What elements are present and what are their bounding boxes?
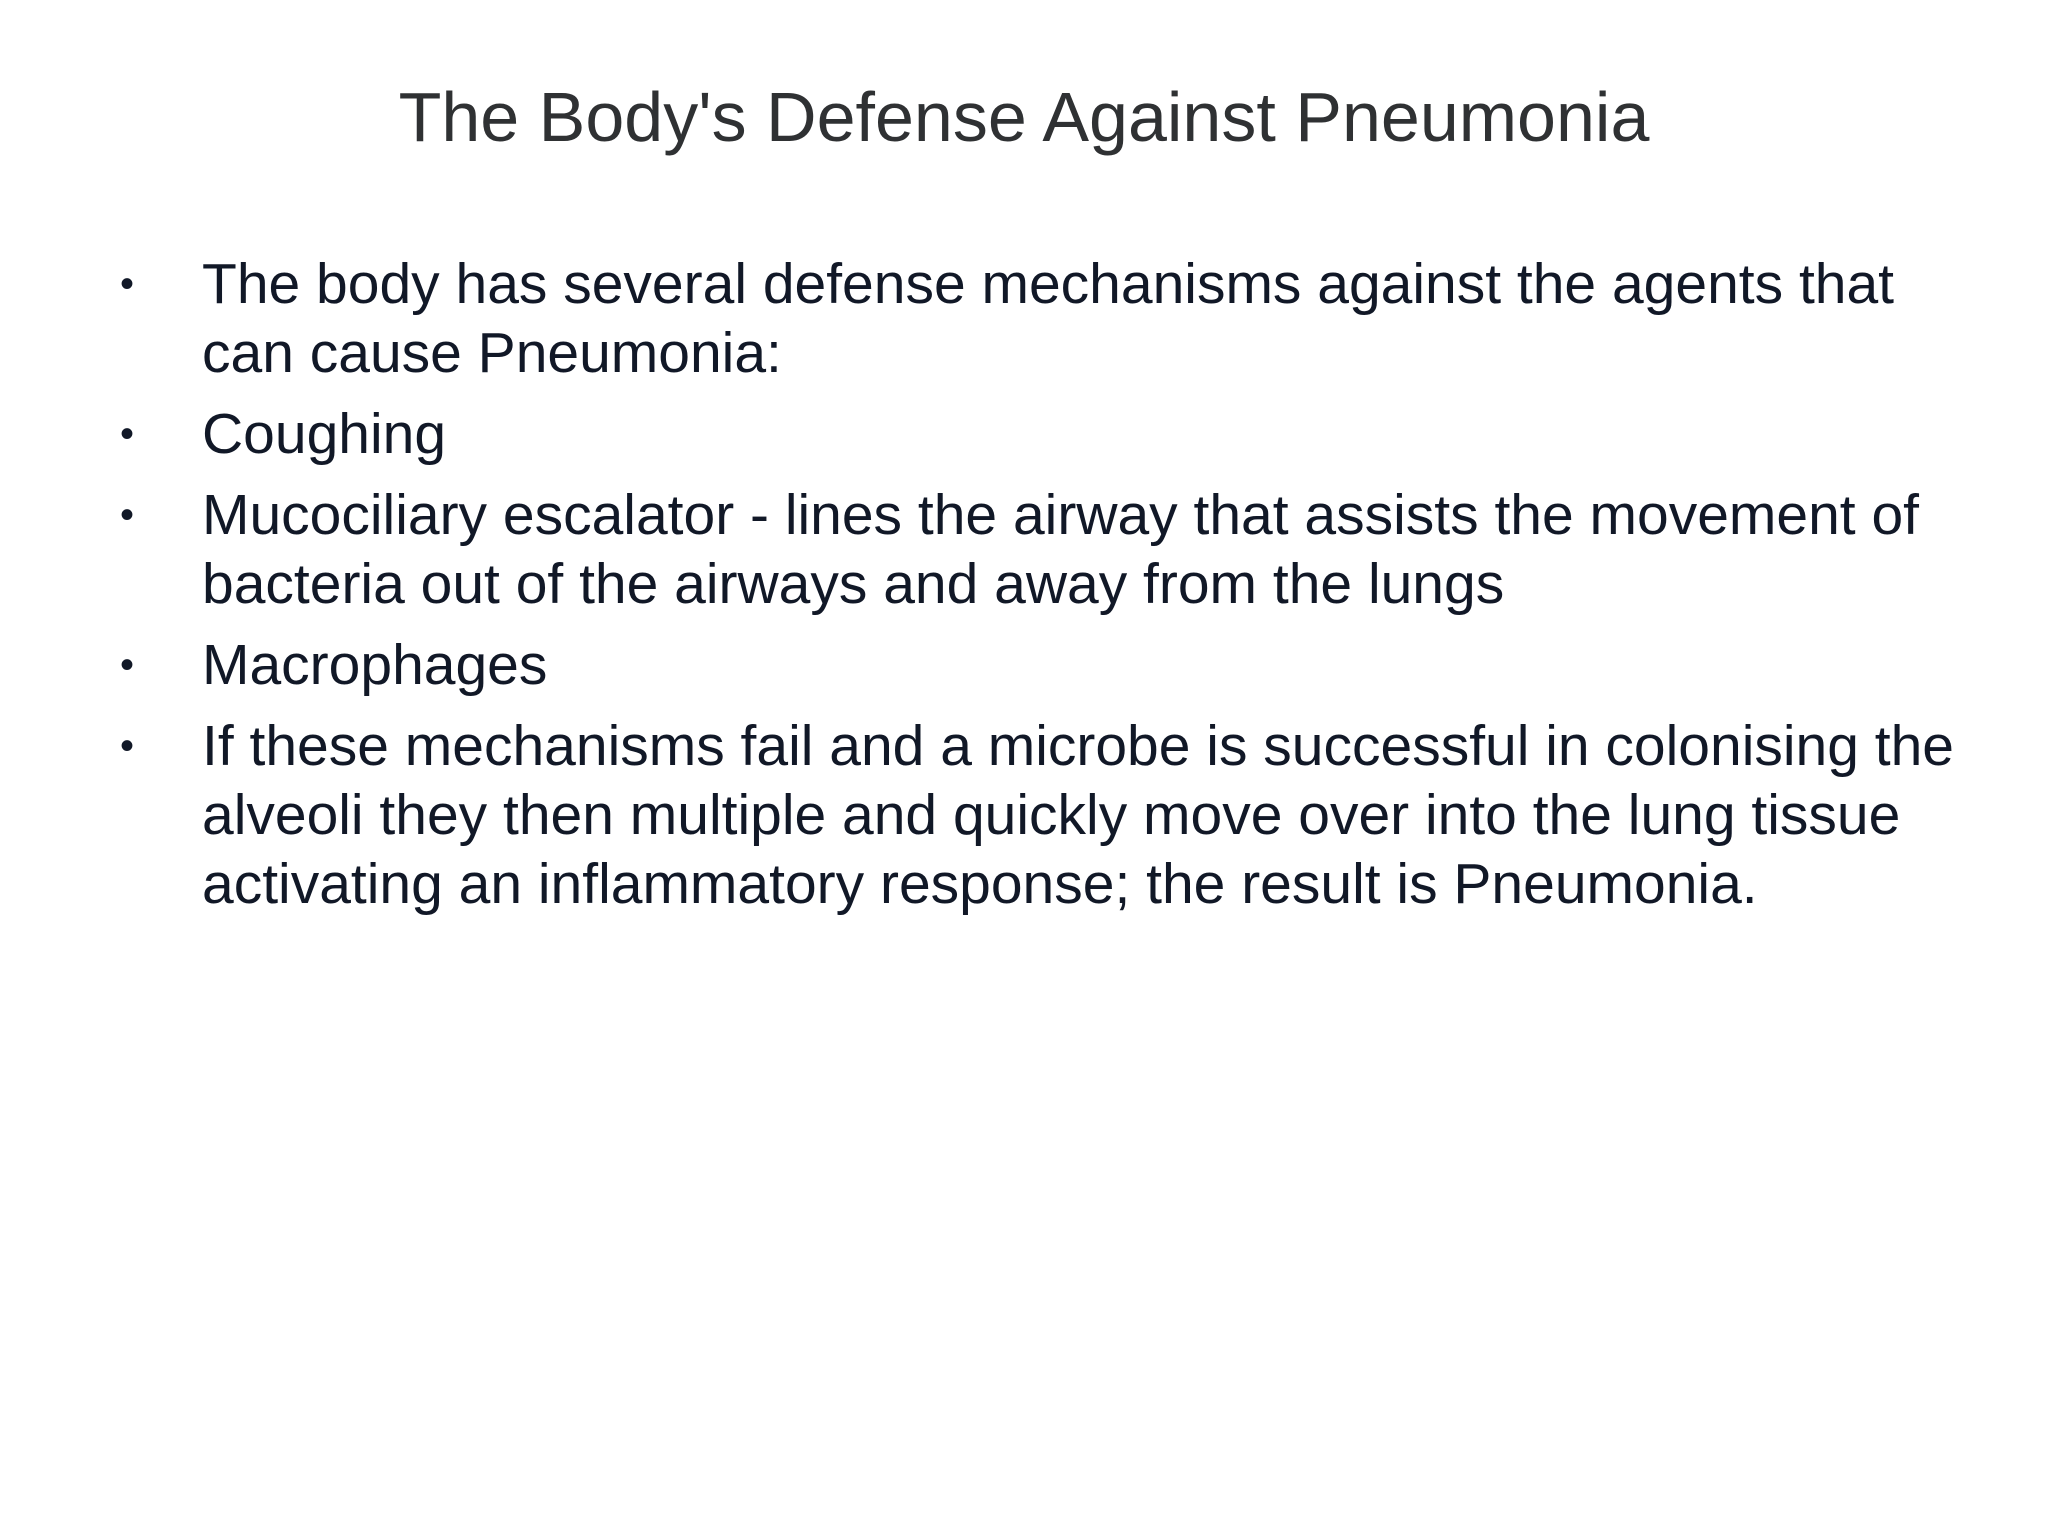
bullet-point-icon: • xyxy=(120,493,135,537)
bullet-list xyxy=(120,250,1960,931)
bullet-text: Mucociliary escalator - lines the airway that assists the movement of bacteria out of the airways and away from the lungs xyxy=(202,483,1920,616)
bullet-text: The body has several defense mechanisms against the agents that can cause Pneumonia: xyxy=(202,252,1895,385)
slide-title: The Body's Defense Against Pneumonia xyxy=(398,78,1650,156)
bullet-item-mechanism-failure xyxy=(120,712,1960,919)
bullet-text: If these mechanisms fail and a microbe is successful in colonising the alveoli they then multiple and quickly move over into the lung tissue activating an inflammatory response; the result is Pneumonia. xyxy=(202,714,1954,916)
bullet-point-icon: • xyxy=(120,724,135,768)
bullet-text: Coughing xyxy=(202,402,447,466)
bullet-item-coughing xyxy=(120,400,1960,469)
bullet-point-icon: • xyxy=(120,262,135,306)
bullet-item-defense-mechanisms xyxy=(120,250,1960,388)
bullet-point-icon: • xyxy=(120,643,135,687)
bullet-point-icon: • xyxy=(120,412,135,456)
bullet-item-macrophages xyxy=(120,631,1960,700)
bullet-item-mucociliary-escalator xyxy=(120,481,1960,619)
bullet-text: Macrophages xyxy=(202,633,548,697)
